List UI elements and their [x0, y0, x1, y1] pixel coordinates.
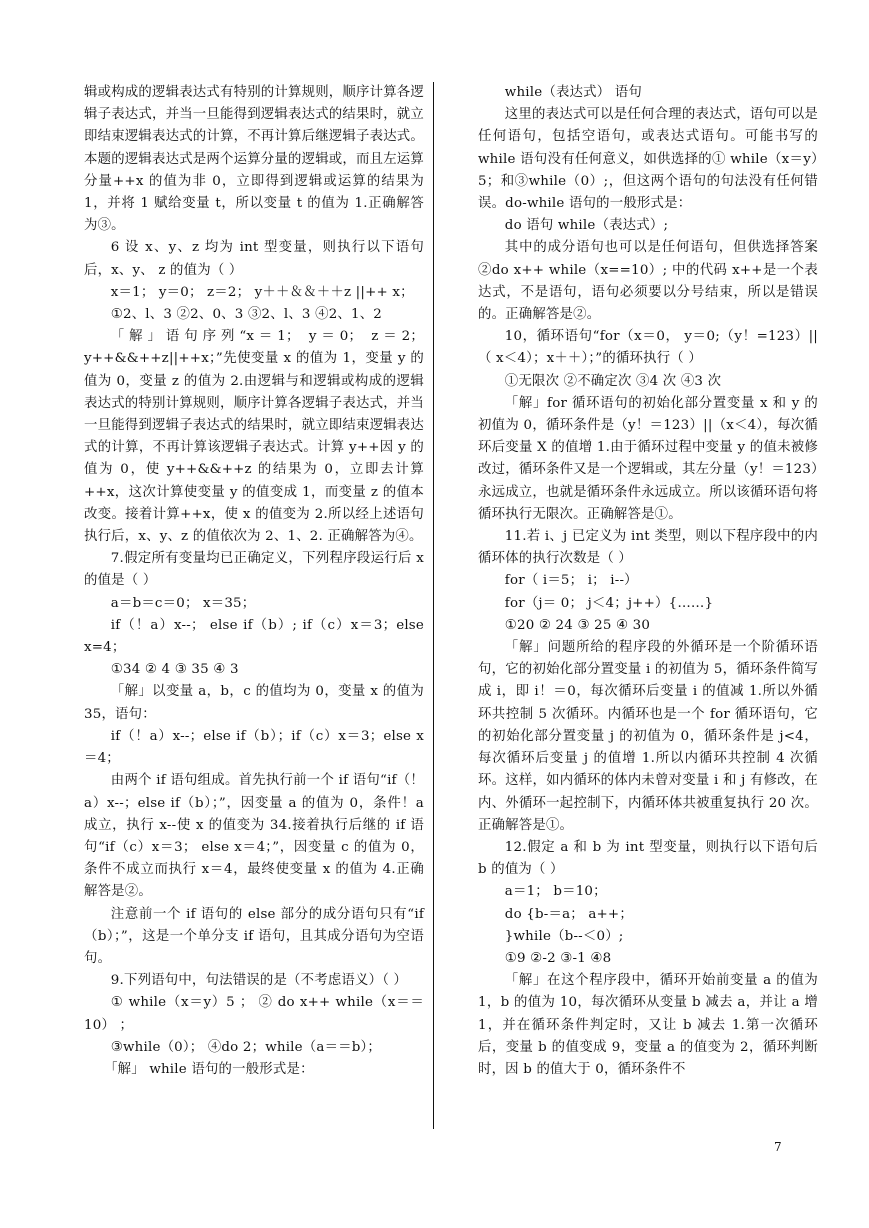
paragraph: 由两个 if 语句组成。首先执行前一个 if 语句“if（！a）x--；else if（b）；”，因变量 a 的值为 0，条件！a 成立，执行 x--使 x 的值变为 34.接着执行后继的 if 语句“if（c）x＝3； else x＝4；”，因变量 c 的值为 0，条件不成立而执行 x＝4，最终使变量 x 的值为 4.正确解答是②。 [84, 773, 424, 900]
paragraph: 注意前一个 if 语句的 else 部分的成分语句只有“if（b）；”，这是一个单分支 if 语句，且其成分语句为空语句。 [84, 906, 424, 966]
paragraph: 「解」for 循环语句的初始化部分置变量 x 和 y 的初值为 0，循环条件是（y！＝123）||（x＜4），每次循环后变量 X 的值增 1.由于循环过程中变量 y 的值未被修改过，循环条件又是一个逻辑或，其左分量（y！＝123）永远成立，也就是循环条件永远成立。所以该循环语句将循环执行无限次。正确解答是①。 [478, 395, 818, 522]
paragraph: 其中的成分语句也可以是任何语句，但供选择答案②do x++ while（x==10）; 中的代码 x++是一个表达式，不是语句，语句必须要以分号结束，所以是错误的。正确解答是②。 [478, 240, 818, 323]
paragraph: while（表达式） 语句 [504, 85, 642, 100]
paragraph: if（！a）x--；else if（b）；if（c）x＝3；else x＝4； [84, 728, 424, 767]
paragraph: ①无限次 ②不确定次 ③4 次 ④3 次 [504, 373, 722, 389]
paragraph: 「解」语句序列“x＝1； y＝0； z＝2； y++&&++z||++x；”先使变量 x 的值为 1，变量 y 的值为 0，变量 z 的值为 2.由逻辑与和逻辑或构成的逻辑表达式的特别计算规则，顺序计算各逻辑子表达式，并当一旦能得到逻辑子表达式的结果时，就立即结束逻辑表达式的计算，不再计算该逻辑子表达式。计算 y++因 y 的值为 0，使 y++&&++z 的结果为 0，立即去计算++x，这次计算使变量 y 的值变成 1，而变量 z 的值本改变。接着计算++x，使 x 的值变为 2.所以经上述语句执行后，x、y、z 的值依次为 2、1、2. 正确解答为④。 [84, 329, 424, 545]
page-number: 7 [774, 1140, 782, 1154]
paragraph: do {b-＝a； a++； [504, 906, 633, 922]
paragraph: 「解」以变量 a，b，c 的值均为 0，变量 x 的值为 35，语句： [84, 684, 424, 722]
right-text-column [478, 82, 818, 1081]
paragraph: 11.若 i、j 已定义为 int 类型，则以下程序段中的内循环体的执行次数是（ ） [478, 529, 818, 567]
paragraph: ①34 ② 4 ③ 35 ④ 3 [110, 662, 239, 678]
paragraph: ③while（0）； ④do 2；while（a＝＝b）； [110, 1039, 381, 1055]
paragraph: ①9 ②-2 ③-1 ④8 [504, 950, 612, 966]
paragraph: ①20 ② 24 ③ 25 ④ 30 [504, 617, 651, 633]
paragraph: ① while（x＝y）5 ； ② do x++ while（x＝＝10） ； [84, 995, 424, 1033]
paragraph: for（j＝ 0； j＜4；j++）{……} [504, 595, 714, 611]
paragraph: 「解」问题所给的程序段的外循环是一个阶循环语句，它的初始化部分置变量 i 的初值为 5，循环条件简写成 i，即 i！＝0，每次循环后变量 i 的值减 1.所以外循环共控制 5 次循环。内循环也是一个 for 循环语句，它的初始化部分置变量 j 的初值为 0，循环条件是 j<4，每次循环后变量 j 的值增 1.所以内循环共控制 4 次循环。这样，如内循环的体内未曾对变量 i 和 j 有修改，在内、外循环一起控制下，内循环体共被重复执行 20 次。正确解答是①。 [478, 640, 818, 833]
paragraph: 6 设 x、y、z 均为 int 型变量，则执行以下语句后，x、y、 z 的值为（ ） [84, 240, 424, 278]
paragraph: }while（b--＜0）; [504, 928, 624, 944]
paragraph: 「解」 while 语句的一般形式是： [104, 1061, 314, 1077]
paragraph: for（ i＝5； i； i--） [504, 573, 638, 589]
paragraph: a＝1； b＝10； [504, 884, 607, 900]
paragraph: 辑或构成的逻辑表达式有特别的计算规则，顺序计算各逻辑子表达式，并当一旦能得到逻辑表达式的结果时，就立即结束逻辑表达式的计算，不再计算后继逻辑子表达式。本题的逻辑表达式是两个运算分量的逻辑或，而且左运算分量++x 的值为非 0，立即得到逻辑或运算的结果为 1，并将 1 赋给变量 t，所以变量 t 的值为 1.正确解答为③。 [84, 85, 424, 234]
paragraph: 12.假定 a 和 b 为 int 型变量，则执行以下语句后 b 的值为（ ） [478, 839, 818, 878]
paragraph: ①2、l、3 ②2、0、3 ③2、l、3 ④2、1、2 [110, 307, 383, 323]
paragraph: do 语句 while（表达式）; [504, 218, 669, 234]
paragraph: 这里的表达式可以是任何合理的表达式，语句可以是任何语句，包括空语句，或表达式语句。可能书写的 while 语句没有任何意义，如供选择的① while（x＝y）5；和③while（0）;，但这两个语句的句法没有任何错误。do-while 语句的一般形式是： [478, 107, 818, 212]
left-text-column [84, 82, 424, 1081]
paragraph: a＝b＝c＝0； x＝35； [110, 595, 256, 611]
paragraph: 「解」在这个程序段中，循环开始前变量 a 的值为 1，b 的值为 10，每次循环从变量 b 减去 a，并让 a 增 1，并在循环条件判定时，又让 b 减去 1.第一次循环后，变量 b 的值变成 9，变量 a 的值变为 2，循环判断时，因 b 的值大于 0，循环条件不 [478, 973, 818, 1077]
paragraph: 7.假定所有变量均已正确定义，下列程序段运行后 x 的值是（ ） [84, 551, 424, 589]
paragraph: if（！a）x--； else if（b）; if（c）x＝3；else x=4； [84, 617, 424, 656]
paragraph: 9.下列语句中，句法错误的是（不考虑语义）（ ） [110, 973, 408, 989]
paragraph: 10，循环语句“for（x＝0， y＝0;（y！=123）||（ x＜4）；x＋＋）；”的循环执行（ ） [478, 329, 818, 367]
paragraph: x＝1； y＝0； z＝2； y＋＋＆＆＋＋z ||++ x； [110, 284, 414, 300]
column-divider [433, 82, 434, 1129]
